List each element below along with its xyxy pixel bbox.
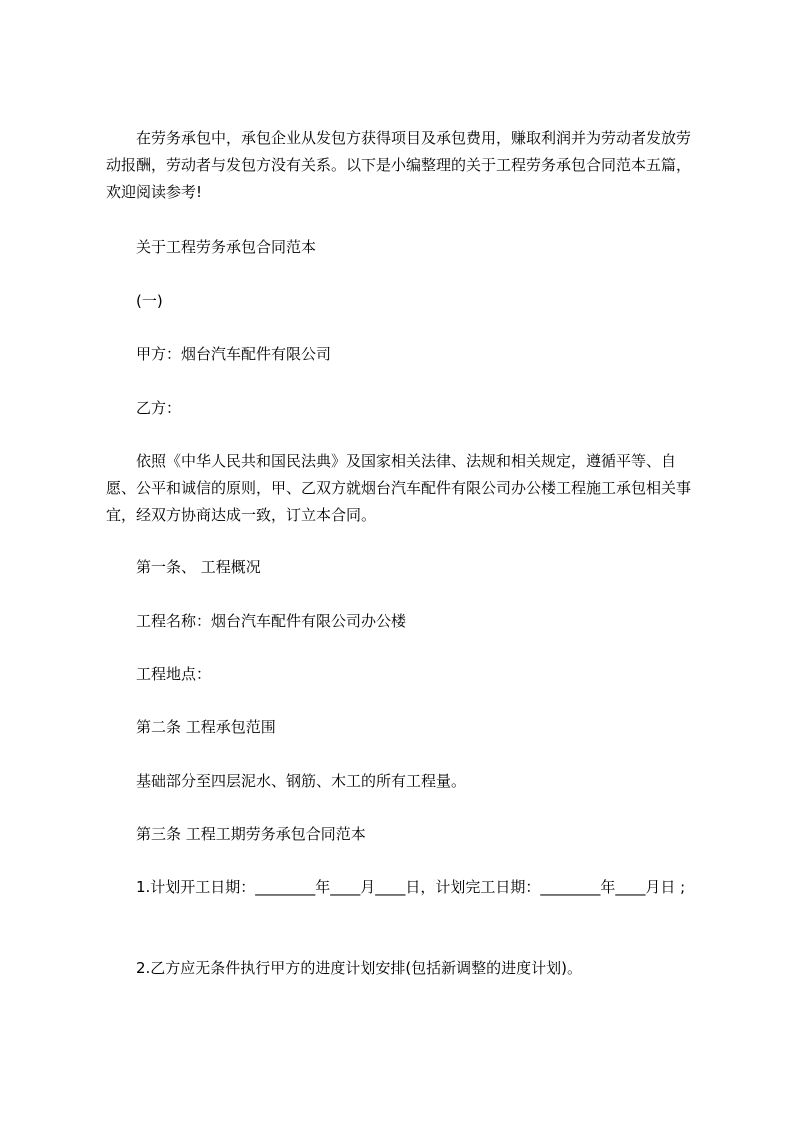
article-3-title: 第三条 工程工期劳务承包合同范本 <box>136 825 366 843</box>
document-heading: 关于工程劳务承包合同范本 <box>136 238 317 256</box>
schedule-item-2: 2.乙方应无条件执行甲方的进度计划安排(包括新调整的进度计划)。 <box>136 959 583 977</box>
party-a: 甲方：烟台汽车配件有限公司 <box>136 345 332 363</box>
section-number: (一) <box>136 292 163 310</box>
project-location: 工程地点： <box>136 665 212 683</box>
project-name: 工程名称：烟台汽车配件有限公司办公楼 <box>136 612 407 630</box>
schedule-item-1: 1.计划开工日期：________年____月____日，计划完工日期：________年____月日 ; <box>136 878 686 896</box>
scope-text: 基础部分至四层泥水、钢筋、木工的所有工程量。 <box>136 772 467 790</box>
party-b: 乙方： <box>136 399 182 417</box>
article-1-title: 第一条、 工程概况 <box>136 558 261 576</box>
intro-paragraph: 在劳务承包中，承包企业从发包方获得项目及承包费用，赚取利润并为劳动者发放劳动报酬，劳动者与发包方没有关系。以下是小编整理的关于工程劳务承包合同范本五篇，欢迎阅读参考! <box>106 129 692 201</box>
basis-paragraph: 依照《中华人民共和国民法典》及国家相关法律、法规和相关规定，遵循平等、自愿、公平和诚信的原则，甲、乙双方就烟台汽车配件有限公司办公楼工程施工承包相关事宜，经双方协商达成一致，订立本合同。 <box>106 452 692 524</box>
article-2-title: 第二条 工程承包范围 <box>136 718 276 736</box>
